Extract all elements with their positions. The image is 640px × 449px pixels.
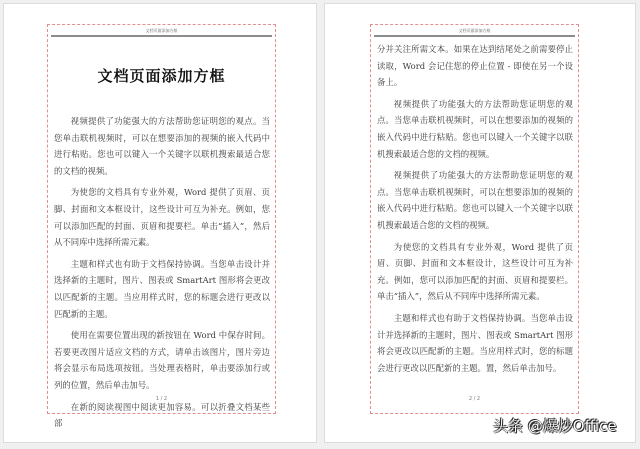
paragraph[interactable]: 在新的阅读视图中阅读更加容易。可以折叠文档某些部	[54, 401, 270, 429]
paragraph[interactable]: 视频提供了功能强大的方法帮助您证明您的观点。当您单击联机视频时，可以在想要添加的视频的嵌入代码中进行粘贴。您也可以键入一个关键字以联机搜索最适合您的文档的视频。	[377, 170, 573, 230]
page-1-header-rule	[51, 35, 272, 37]
watermark-text: 头条 @爆炒Office	[493, 417, 617, 435]
paragraph[interactable]: 主题和样式也有助于文档保持协调。当您单击设计并选择新的主题时，图片、图表或 SmartArt 图形将会更改以匹配新的主题。当应用样式时，您的标题会进行更改以匹配新的主题。置，然后单击加号。	[377, 312, 573, 373]
page-2-border-frame	[370, 24, 579, 414]
page-1-body[interactable]	[54, 113, 270, 437]
page-2-panel	[324, 3, 636, 443]
paragraph[interactable]: 主题和样式也有助于文档保持协调。当您单击设计并选择新的主题时，图片、图表或 SmartArt 图形将会更改以匹配新的主题。当应用样式时，您的标题会进行更改以匹配新的主题。	[54, 258, 270, 319]
page-2-footer-page-number: 2 / 2	[468, 396, 481, 402]
paragraph[interactable]: 视频提供了功能强大的方法帮助您证明您的观点。当您单击联机视频时，可以在想要添加的视频的嵌入代码中进行粘贴。您也可以键入一个关键字以联机搜索最适合您的文档的视频。	[54, 116, 270, 176]
page-1-border-frame	[47, 24, 276, 429]
paragraph[interactable]: 为使您的文档具有专业外观，Word 提供了页眉、页脚、封面和文本框设计，这些设计可互为补充。例如，您可以添加匹配的封面、页眉和提要栏。单击“插入”，然后从不同库中选择所需元素。	[377, 241, 573, 302]
page-2-header-rule	[374, 35, 575, 37]
page-1-panel	[3, 3, 317, 443]
paragraph[interactable]: 视频提供了功能强大的方法帮助您证明您的观点。当您单击联机视频时，可以在想要添加的视频的嵌入代码中进行粘贴。您也可以键入一个关键字以联机搜索最适合您的文档的视频。	[377, 98, 573, 159]
page-2-body[interactable]	[377, 41, 573, 381]
paragraph[interactable]: 为使您的文档具有专业外观，Word 提供了页眉、页脚、封面和文本框设计，这些设计可互为补充。例如，您可以添加匹配的封面、页眉和提要栏。单击“插入”，然后从不同库中选择所需元素。	[54, 187, 270, 248]
paragraph-continuation[interactable]: 分并关注所需文本。如果在达到结尾处之前需要停止读取，Word 会记住您的停止位置 - 即使在另一个设备上。	[377, 44, 573, 88]
page-1-header: 文档页面添加方框	[145, 28, 178, 33]
document-title: 文档页面添加方框	[97, 67, 226, 85]
page-2-header: 文档页面添加方框	[458, 28, 491, 33]
page-1-footer-page-number: 1 / 2	[155, 396, 168, 402]
paragraph[interactable]: 使用在需要位置出现的新按钮在 Word 中保存时间。若要更改图片适应文档的方式，请单击该图片，图片旁边将会显示布局选项按钮。当处理表格时，单击要添加行或列的位置，然后单击加号。	[54, 330, 270, 390]
